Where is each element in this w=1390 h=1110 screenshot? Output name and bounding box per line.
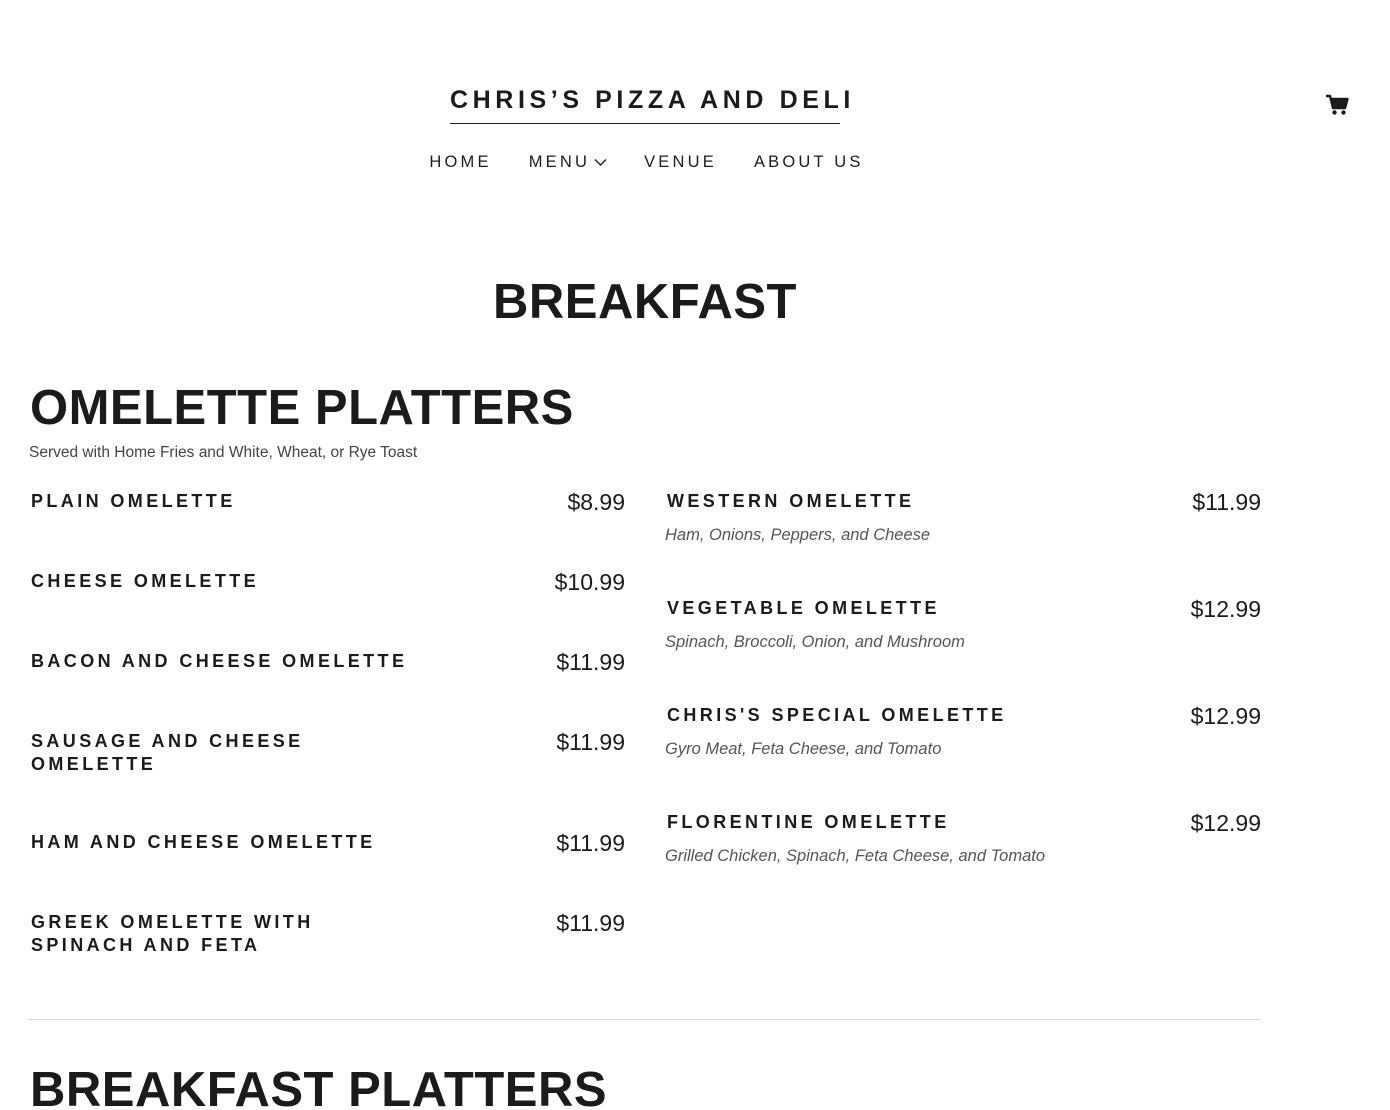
nav-item-label: VENUE: [644, 153, 717, 171]
menu-item-name: FLORENTINE OMELETTE: [667, 812, 950, 832]
menu-item-description: Gyro Meat, Feta Cheese, and Tomato: [665, 740, 942, 758]
cart-icon[interactable]: [1325, 94, 1349, 116]
cart-icon-graphic: [1325, 94, 1349, 116]
section-title-breakfast-platters: BREAKFAST PLATTERS: [30, 1063, 608, 1110]
menu-item-description: Grilled Chicken, Spinach, Feta Cheese, and Tomato: [665, 847, 1046, 865]
chevron-down-icon: [594, 157, 607, 167]
menu-item-name: CHEESE OMELETTE: [31, 571, 260, 591]
menu-item-price: $12.99: [1190, 810, 1261, 836]
menu-item-name: VEGETABLE OMELETTE: [667, 598, 940, 618]
menu-item-name: HAM AND CHEESE OMELETTE: [31, 832, 376, 852]
menu-item-price: $12.99: [1190, 703, 1261, 729]
nav-item-label: MENU: [528, 153, 591, 171]
nav-item-menu[interactable]: [529, 150, 607, 174]
menu-item-price: $11.99: [556, 729, 625, 755]
menu-item-name: CHRIS'S SPECIAL OMELETTE: [667, 705, 1007, 725]
page-title: BREAKFAST: [493, 275, 797, 329]
section-title-omelette-platters: OMELETTE PLATTERS: [30, 381, 574, 435]
menu-item-price: $11.99: [1192, 489, 1261, 515]
nav-item-label: HOME: [429, 153, 492, 171]
menu-item-price: $8.99: [567, 489, 625, 515]
nav-item-label: ABOUT US: [753, 153, 864, 171]
section-subtitle: Served with Home Fries and White, Wheat, or Rye Toast: [29, 444, 418, 461]
nav-item-home[interactable]: [429, 150, 491, 174]
menu-item-name: WESTERN OMELETTE: [667, 491, 915, 511]
section-divider: [29, 1019, 1261, 1020]
menu-item-price: $10.99: [554, 569, 625, 595]
nav-item-about-us[interactable]: [754, 150, 864, 174]
menu-item-price: $11.99: [556, 649, 625, 675]
menu-item-price: $12.99: [1190, 596, 1261, 622]
site-title-link[interactable]: CHRIS’S PIZZA AND DELI: [450, 84, 840, 124]
menu-item-name: BACON AND CHEESE OMELETTE: [31, 651, 408, 671]
nav-item-venue[interactable]: [644, 150, 717, 174]
menu-item-name: GREEK OMELETTE WITH SPINACH AND FETA: [31, 912, 314, 955]
menu-item-name: PLAIN OMELETTE: [31, 491, 236, 511]
menu-item-price: $11.99: [556, 910, 625, 936]
menu-item-description: Spinach, Broccoli, Onion, and Mushroom: [665, 633, 965, 651]
menu-item-price: $11.99: [556, 830, 625, 856]
menu-item-name: SAUSAGE AND CHEESE OMELETTE: [31, 731, 304, 774]
main-nav: [0, 150, 1293, 174]
menu-item-description: Ham, Onions, Peppers, and Cheese: [665, 526, 931, 544]
